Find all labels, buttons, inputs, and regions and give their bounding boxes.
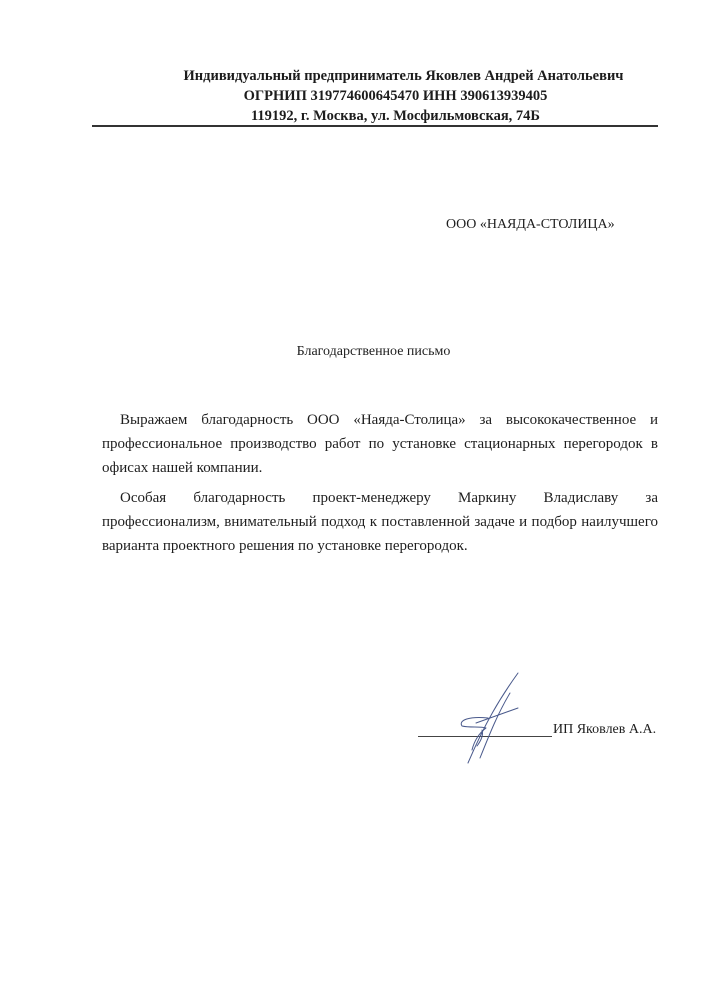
handwritten-signature-icon bbox=[440, 668, 540, 768]
letterhead-address: 119192, г. Москва, ул. Мосфильмовская, 74Б bbox=[250, 108, 541, 124]
letterhead bbox=[0, 66, 707, 126]
addressee: ООО «НАЯДА-СТОЛИЦА» bbox=[446, 217, 615, 232]
letterhead-divider bbox=[92, 125, 658, 127]
body-paragraph-1: Выражаем благодарность ООО «Наяда-Столица» за высококачественное и профессиональное производство работ по установке стационарных перегородок в офисах нашей компании. bbox=[102, 412, 658, 476]
letterhead-entrepreneur-name: Индивидуальный предприниматель Яковлев Андрей Анатольевич bbox=[183, 68, 624, 84]
body-paragraph-2: Особая благодарность проект-менеджеру Маркину Владиславу за профессионализм, внимательный подход к поставленной задаче и подбор наилучшего варианта проектного решения по установке перегородок. bbox=[102, 490, 658, 554]
document-title: Благодарственное письмо bbox=[296, 344, 451, 359]
signer-name: ИП Яковлев А.А. bbox=[553, 722, 657, 737]
letterhead-registration-numbers: ОГРНИП 319774600645470 ИНН 390613939405 bbox=[243, 88, 548, 104]
